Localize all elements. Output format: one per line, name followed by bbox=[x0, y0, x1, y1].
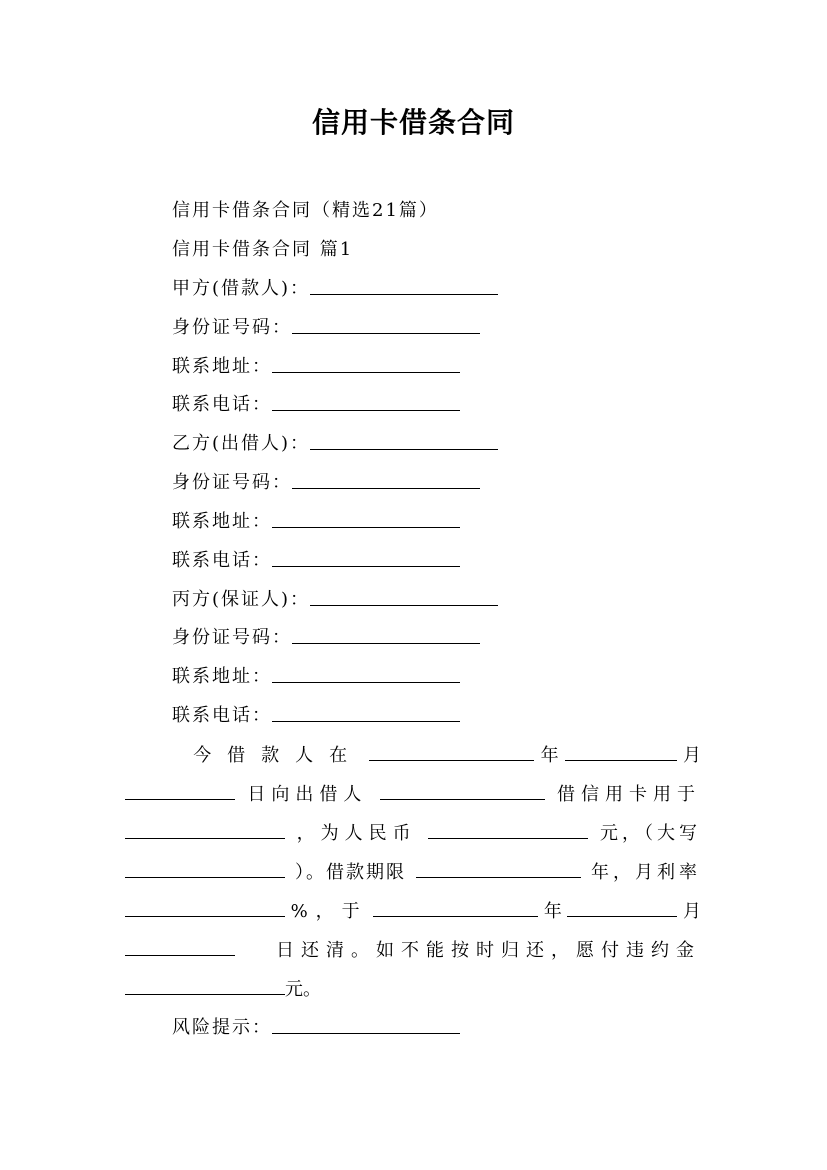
party-c-id-label: 身份证号码： bbox=[172, 627, 292, 648]
loan-text-2a: 日向出借人 bbox=[247, 784, 368, 805]
loan-text-4b: 年，月利率 bbox=[591, 862, 701, 883]
party-c-phone-row bbox=[172, 701, 460, 731]
loan-paragraph-line-1 bbox=[125, 740, 701, 770]
loan-text-5a: %，于 bbox=[290, 901, 368, 922]
loan-text-4a: ）。借款期限 bbox=[295, 862, 406, 883]
party-b-id-blank bbox=[292, 468, 480, 489]
loan-blank-7a bbox=[125, 974, 285, 995]
party-a-phone-blank bbox=[272, 390, 460, 411]
party-c-row bbox=[172, 585, 498, 615]
document-subtitle: 信用卡借条合同（精选21篇） bbox=[172, 200, 439, 221]
party-b-address-row bbox=[172, 507, 460, 537]
party-a-address-blank bbox=[272, 352, 460, 373]
party-a-phone-label: 联系电话： bbox=[172, 394, 272, 415]
loan-blank-3a bbox=[125, 818, 285, 839]
loan-blank-2b bbox=[380, 779, 545, 800]
party-b-row bbox=[172, 429, 498, 459]
loan-paragraph-line-7 bbox=[125, 974, 701, 1004]
loan-blank-4b bbox=[416, 857, 581, 878]
loan-blank-5b bbox=[373, 896, 538, 917]
party-c-address-label: 联系地址： bbox=[172, 666, 272, 687]
party-a-row bbox=[172, 274, 498, 304]
party-c-phone-blank bbox=[272, 701, 460, 722]
risk-label: 风险提示： bbox=[172, 1017, 272, 1038]
party-b-blank bbox=[310, 429, 498, 450]
party-a-id-row bbox=[172, 313, 480, 343]
loan-blank-5a bbox=[125, 896, 285, 917]
loan-text-2b: 借信用卡用于 bbox=[556, 784, 701, 805]
party-b-address-label: 联系地址： bbox=[172, 511, 272, 532]
party-c-label: 丙方(保证人)： bbox=[172, 589, 311, 610]
loan-paragraph-line-6 bbox=[125, 935, 701, 965]
loan-blank-5c bbox=[567, 896, 677, 917]
party-b-label: 乙方(出借人)： bbox=[172, 433, 311, 454]
party-a-phone-row bbox=[172, 390, 460, 420]
party-b-phone-label: 联系电话： bbox=[172, 550, 272, 571]
party-c-address-blank bbox=[272, 662, 460, 683]
party-b-id-row bbox=[172, 468, 480, 498]
party-a-id-label: 身份证号码： bbox=[172, 317, 292, 338]
party-c-address-row bbox=[172, 662, 460, 692]
party-b-address-blank bbox=[272, 507, 460, 528]
loan-paragraph-line-2 bbox=[125, 779, 701, 809]
loan-text-5c: 月 bbox=[683, 901, 701, 922]
loan-text-6a: 日还清。如不能按时归还，愿付违约金 bbox=[276, 940, 701, 961]
loan-text-5b: 年 bbox=[543, 901, 562, 922]
loan-paragraph-line-3 bbox=[125, 818, 701, 848]
loan-blank-2a bbox=[125, 779, 235, 800]
party-a-id-blank bbox=[292, 313, 480, 334]
party-a-blank bbox=[310, 274, 498, 295]
loan-text-7a: 元。 bbox=[285, 979, 321, 1000]
loan-text-1b: 年 bbox=[540, 745, 559, 766]
loan-blank-3b bbox=[428, 818, 588, 839]
loan-blank-6a bbox=[125, 935, 235, 956]
party-a-address-label: 联系地址： bbox=[172, 356, 272, 377]
party-b-phone-row bbox=[172, 546, 460, 576]
party-a-label: 甲方(借款人)： bbox=[172, 278, 311, 299]
loan-paragraph-line-4 bbox=[125, 857, 701, 887]
party-c-id-row bbox=[172, 623, 480, 653]
document-title: 信用卡借条合同 bbox=[311, 106, 515, 139]
loan-blank-1b bbox=[565, 740, 677, 761]
loan-paragraph-line-5 bbox=[125, 896, 701, 926]
party-b-id-label: 身份证号码： bbox=[172, 472, 292, 493]
section-heading: 信用卡借条合同 篇1 bbox=[172, 239, 354, 260]
loan-text-3b: 元，（大写 bbox=[599, 823, 701, 844]
risk-blank bbox=[272, 1013, 460, 1034]
loan-text-1c: 月 bbox=[682, 745, 701, 766]
risk-row bbox=[172, 1013, 460, 1043]
party-b-phone-blank bbox=[272, 546, 460, 567]
party-c-id-blank bbox=[292, 623, 480, 644]
party-c-phone-label: 联系电话： bbox=[172, 705, 272, 726]
loan-text-3a: ，为人民币 bbox=[296, 823, 417, 844]
party-c-blank bbox=[310, 585, 498, 606]
loan-text-1a: 今借款人在 bbox=[193, 745, 364, 766]
party-a-address-row bbox=[172, 352, 460, 382]
loan-blank-1a bbox=[369, 740, 534, 761]
loan-blank-4a bbox=[125, 857, 285, 878]
